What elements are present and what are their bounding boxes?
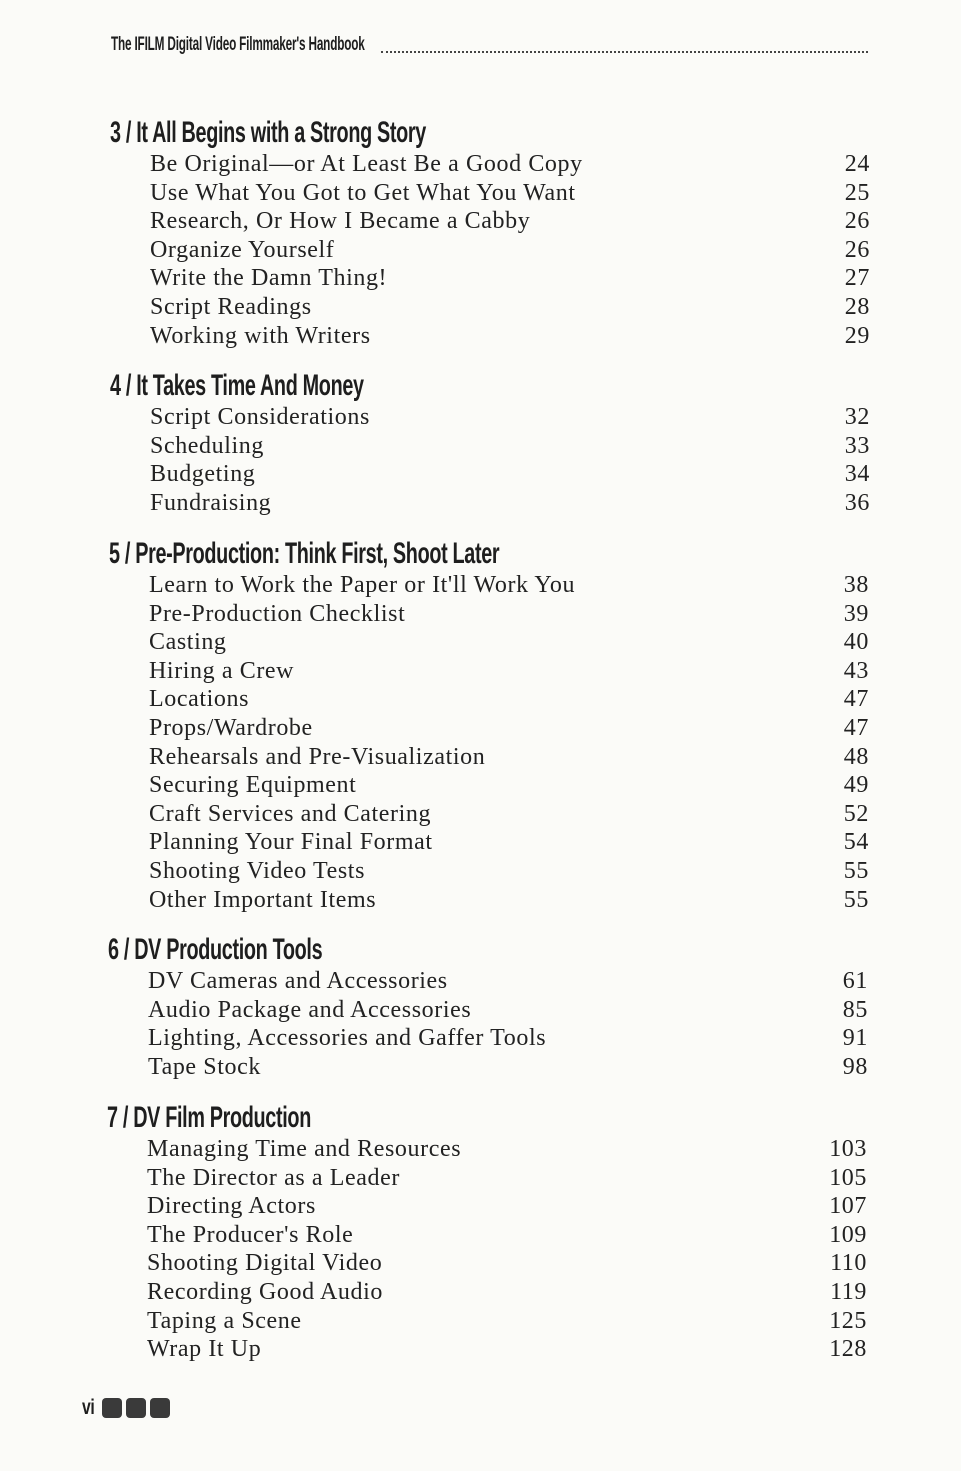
toc-entry [110,179,870,208]
toc-entry [109,571,869,600]
toc-entry [110,150,870,179]
toc-entry [110,264,870,293]
toc-entries [107,1135,867,1364]
toc-entry [110,432,870,461]
entry-page: 33 [844,432,870,459]
entry-title: Taping a Scene [147,1307,302,1334]
toc-entry [109,714,869,743]
toc-entry [107,1249,867,1278]
entry-page: 27 [844,265,870,292]
toc-entry [107,1221,867,1250]
entry-page: 105 [829,1164,867,1191]
entry-title: Be Original—or At Least Be a Good Copy [150,151,583,177]
toc-entries [109,571,869,914]
chapter-3 [110,116,870,350]
entry-title: DV Cameras and Accessories [148,968,448,994]
toc-entry [109,828,869,857]
entry-title: The Director as a Leader [147,1164,400,1191]
entry-title: Craft Services and Catering [149,800,432,827]
entry-title: Tape Stock [148,1053,261,1080]
entry-title: Rehearsals and Pre-Visualization [149,743,486,770]
entry-title: Fundraising [150,489,272,516]
chapter-title: 3 / It All Begins with a Strong Story [110,116,426,149]
entry-title: Wrap It Up [147,1336,262,1363]
chapter-title: 6 / DV Production Tools [108,933,323,966]
entry-page: 26 [844,208,870,235]
toc-entry [109,886,869,915]
entry-page: 40 [843,629,869,656]
toc-entry [107,1192,867,1221]
toc-entry [110,460,870,489]
entry-title: Working with Writers [150,322,371,349]
entry-page: 110 [830,1250,867,1277]
entry-title: Write the Damn Thing! [150,265,388,292]
toc-entry [108,967,868,996]
toc-entries [110,403,870,517]
chapter-6 [108,933,868,1081]
entry-page: 36 [844,489,870,516]
toc-entry [109,743,869,772]
page-folio [82,1396,170,1420]
toc-entry [110,322,870,351]
entry-page: 47 [843,714,869,741]
entry-page: 49 [843,772,869,799]
toc-entry [110,489,870,518]
entry-title: Audio Package and Accessories [148,996,472,1023]
folio-square-ornament [150,1398,170,1418]
toc-entry [109,685,869,714]
folio-square-ornament [126,1398,146,1418]
entry-page: 119 [830,1278,867,1305]
toc-entry [110,293,870,322]
entry-title: Locations [149,686,250,713]
entry-page: 107 [829,1193,867,1220]
toc-entry [109,600,869,629]
entry-page: 98 [842,1053,868,1080]
entry-title: Directing Actors [147,1193,316,1220]
entry-title: Planning Your Final Format [149,829,433,856]
entry-page: 38 [843,572,869,598]
entry-page: 39 [843,600,869,627]
entry-page: 48 [843,743,869,770]
entry-page: 55 [843,857,869,884]
entry-title: Learn to Work the Paper or It'll Work You [149,572,576,598]
entry-page: 128 [829,1336,867,1363]
entry-title: Pre-Production Checklist [149,600,406,627]
toc-entry [107,1335,867,1364]
entry-page: 91 [842,1025,868,1052]
entry-title: Recording Good Audio [147,1278,383,1305]
dotted-leader-rule [381,51,868,53]
toc-entry [109,771,869,800]
chapter-title: 5 / Pre-Production: Think First, Shoot Later [109,537,500,570]
entry-page: 47 [843,686,869,713]
toc-entry [107,1164,867,1193]
entry-page: 61 [842,968,868,994]
toc-entry [108,1053,868,1082]
chapter-title: 7 / DV Film Production [107,1101,311,1134]
toc-entry [107,1278,867,1307]
toc-entry [109,628,869,657]
entry-title: The Producer's Role [147,1221,354,1248]
entry-page: 54 [843,829,869,856]
toc-entry [110,236,870,265]
entry-title: Shooting Digital Video [147,1250,383,1277]
entry-title: Script Readings [150,293,312,320]
entry-title: Lighting, Accessories and Gaffer Tools [148,1025,547,1052]
toc-entries [110,150,870,350]
toc-entry [109,857,869,886]
toc-entry [107,1135,867,1164]
entry-page: 24 [844,151,870,177]
entry-title: Other Important Items [149,886,377,913]
toc-entry [110,403,870,432]
toc-entry [108,1024,868,1053]
entry-title: Budgeting [150,461,256,488]
toc-entry [109,800,869,829]
toc-entry [107,1307,867,1336]
entry-page: 26 [844,236,870,263]
entry-title: Research, Or How I Became a Cabby [150,208,531,235]
entry-page: 34 [844,461,870,488]
entry-page: 29 [844,322,870,349]
entry-title: Props/Wardrobe [149,714,313,741]
chapter-7 [107,1101,867,1364]
toc-entry [109,657,869,686]
entry-title: Hiring a Crew [149,657,295,684]
entry-page: 32 [844,404,870,430]
running-title: The IFILM Digital Video Filmmaker's Handbook [111,34,365,55]
entry-page: 43 [843,657,869,684]
entry-title: Shooting Video Tests [149,857,366,884]
toc-entry [110,207,870,236]
entry-page: 85 [842,996,868,1023]
running-header [111,34,868,56]
entry-page: 55 [843,886,869,913]
entry-title: Use What You Got to Get What You Want [150,179,576,206]
entry-title: Casting [149,629,227,656]
entry-title: Script Considerations [150,404,370,430]
entry-title: Managing Time and Resources [147,1136,462,1162]
folio-square-ornament [102,1398,122,1418]
entry-page: 103 [829,1136,867,1162]
toc-entry [108,996,868,1025]
entry-title: Organize Yourself [150,236,335,263]
entry-title: Securing Equipment [149,772,357,799]
entry-page: 28 [844,293,870,320]
entry-page: 125 [829,1307,867,1334]
chapter-4 [110,369,870,517]
chapter-5 [109,537,869,914]
entry-title: Scheduling [150,432,264,459]
entry-page: 109 [829,1221,867,1248]
chapter-title: 4 / It Takes Time And Money [110,369,364,402]
page-number: vi [82,1396,95,1419]
toc-entries [108,967,868,1081]
entry-page: 25 [844,179,870,206]
entry-page: 52 [843,800,869,827]
